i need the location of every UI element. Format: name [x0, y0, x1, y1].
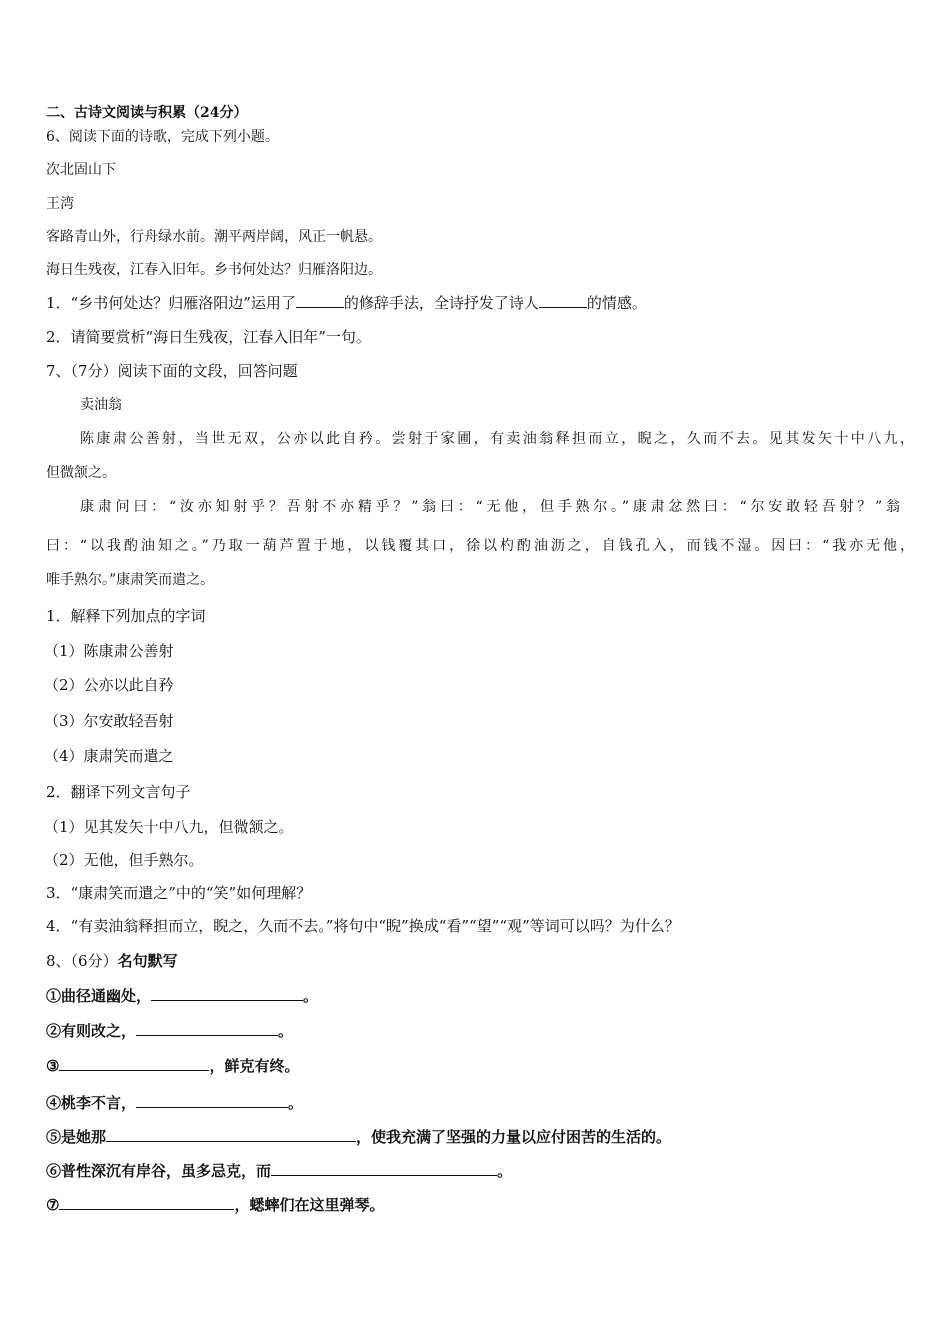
recitation-text: ，蟋蟀们在这里弹琴。: [234, 1196, 385, 1214]
recitation-item: [46, 1127, 671, 1147]
recitation-text: ⑥普性深沉有岸谷，虽多忌克，而: [46, 1162, 272, 1180]
poem-author: 王湾: [46, 196, 74, 212]
recitation-text: ④桃李不言，: [46, 1094, 137, 1112]
poem-line-1: 客路青山外，行舟绿水前。潮平两岸阔，风正一帆悬。: [46, 229, 382, 245]
recitation-text: 。: [303, 987, 319, 1005]
passage-para1-line1: 陈康肃公善射，当世无双，公亦以此自矜。尝射于家圃，有卖油翁释担而立，睨之，久而不去。见其发矢十中八九，: [80, 431, 914, 447]
answer-blank[interactable]: [59, 1056, 209, 1071]
q6-sub1-text-a: 1．“乡书何处达？归雁洛阳边”运用了: [46, 294, 296, 312]
recitation-text: ⑤是她那: [46, 1128, 107, 1146]
section-title: 二、古诗文阅读与积累（24分）: [46, 105, 248, 121]
q8-intro-prefix: 8、（6分）: [46, 952, 118, 970]
q7-sub4: 4．“有卖油翁释担而立，睨之，久而不去。”将句中“睨”换成“看”“望”“观”等词可以吗？为什么？: [46, 917, 680, 935]
poem-title: 次北固山下: [46, 162, 116, 178]
recitation-text: ，使我充满了坚强的力量以应付困苦的生活的。: [356, 1128, 672, 1146]
q7-sub1-item: （3）尔安敢轻吾射: [44, 712, 174, 730]
recitation-text: 。: [288, 1094, 304, 1112]
q7-sub1-item: （1）陈康肃公善射: [44, 642, 174, 660]
recitation-text: ⑦: [46, 1196, 60, 1214]
passage-para1-line2: 但微颔之。: [46, 465, 116, 481]
q6-sub1: [46, 293, 647, 313]
q6-sub2: 2．请简要赏析“海日生残夜，江春入旧年”一句。: [46, 328, 371, 346]
answer-blank[interactable]: [59, 1195, 234, 1210]
answer-blank[interactable]: [296, 293, 344, 308]
q8-intro-title: 名句默写: [117, 952, 178, 970]
passage-title: 卖油翁: [80, 397, 122, 413]
q7-sub1: 1．解释下列加点的字词: [46, 607, 206, 625]
recitation-text: ①曲径通幽处，: [46, 987, 152, 1005]
passage-para2-line1: 康肃问曰：“汝亦知射乎？吾射不亦精乎？”翁曰：“无他，但手熟尔。”康肃忿然曰：“尔安敢轻吾射？”翁: [80, 499, 900, 515]
q7-sub2-item: （1）见其发矢十中八九，但微颔之。: [44, 818, 294, 836]
recitation-text: 。: [278, 1022, 294, 1040]
recitation-item: [46, 1195, 384, 1215]
recitation-item: [46, 1161, 512, 1181]
q7-sub2: 2．翻译下列文言句子: [46, 783, 191, 801]
answer-blank[interactable]: [136, 1093, 288, 1108]
q8-intro: [46, 951, 178, 971]
recitation-text: ②有则改之，: [46, 1022, 137, 1040]
passage-para2-line2: 曰：“以我酌油知之。”乃取一葫芦置于地，以钱覆其口，徐以杓酌油沥之，自钱孔入，而钱不湿。因曰：“我亦无他，: [46, 538, 914, 554]
recitation-text: ③: [46, 1057, 60, 1075]
recitation-item: [46, 1021, 293, 1041]
q6-intro: 6、阅读下面的诗歌，完成下列小题。: [46, 129, 279, 145]
answer-blank[interactable]: [271, 1161, 497, 1176]
answer-blank[interactable]: [151, 986, 303, 1001]
q7-sub3: 3．“康肃笑而遣之”中的“笑”如何理解？: [46, 884, 312, 902]
q7-intro: 7、（7分）阅读下面的文段，回答问题: [46, 362, 298, 380]
answer-blank[interactable]: [136, 1021, 278, 1036]
recitation-item: [46, 1093, 303, 1113]
recitation-text: ，鲜克有终。: [209, 1057, 300, 1075]
q7-sub1-item: （2）公亦以此自矜: [44, 676, 174, 694]
q7-sub1-item: （4）康肃笑而遣之: [44, 747, 174, 765]
answer-blank[interactable]: [539, 293, 587, 308]
poem-line-2: 海日生残夜，江春入旧年。乡书何处达？归雁洛阳边。: [46, 262, 382, 278]
q7-sub2-item: （2）无他，但手熟尔。: [44, 851, 204, 869]
recitation-text: 。: [497, 1162, 513, 1180]
passage-para2-line3: 唯手熟尔。”康肃笑而遣之。: [46, 572, 215, 588]
recitation-item: [46, 1056, 299, 1076]
q6-sub1-text-b: 的修辞手法，全诗抒发了诗人: [343, 294, 539, 312]
q6-sub1-text-c: 的情感。: [586, 294, 647, 312]
answer-blank[interactable]: [106, 1127, 356, 1142]
recitation-item: [46, 986, 318, 1006]
